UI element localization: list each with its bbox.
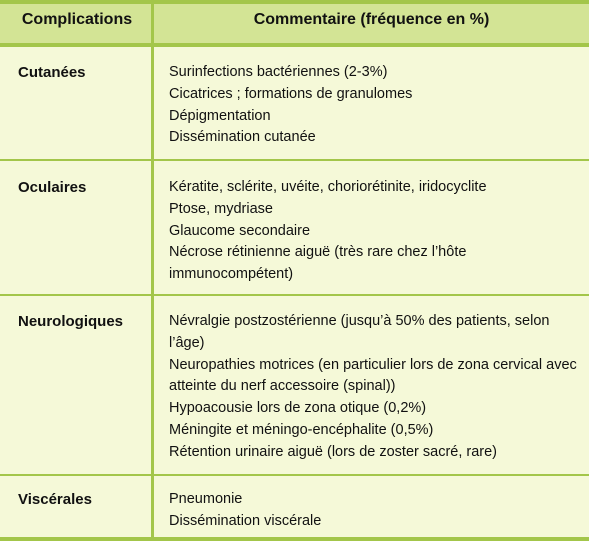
- list-item: Dépigmentation: [169, 107, 271, 124]
- list-item: Dissémination viscérale: [169, 512, 322, 529]
- category-oculaires: Oculaires: [18, 179, 87, 196]
- list-item: Nécrose rétinienne aiguë (très rare chez l’hôte immunocompétent): [169, 244, 467, 283]
- list-item: Rétention urinaire aiguë (lors de zoster sacré, rare): [169, 443, 498, 460]
- list-item: Cicatrices ; formations de granulomes: [169, 85, 413, 102]
- table-header: [0, 4, 589, 43]
- column-divider: [151, 4, 154, 537]
- list-item: Ptose, mydriase: [169, 200, 273, 217]
- row-divider: [0, 474, 589, 476]
- list-item: Méningite et méningo-encéphalite (0,5%): [169, 421, 434, 438]
- category-viscerales: Viscérales: [18, 491, 92, 508]
- list-item: Glaucome secondaire: [169, 222, 311, 239]
- list-item: Neuropathies motrices (en particulier lors de zona cervical avec atteinte du nerf accessoire (spinal)): [169, 356, 577, 395]
- list-item: Kératite, sclérite, uvéite, choriorétinite, iridocyclite: [169, 179, 487, 195]
- header-divider: [0, 43, 589, 47]
- items-cutanees: [169, 62, 584, 149]
- header-commentaire: Commentaire (fréquence en %): [253, 11, 490, 28]
- list-item: Dissémination cutanée: [169, 129, 316, 146]
- row-divider: [0, 294, 589, 296]
- list-item: Névralgie postzostérienne (jusqu’à 50% des patients, selon l’âge): [169, 313, 550, 351]
- list-item: Surinfections bactériennes (2-3%): [169, 64, 388, 80]
- items-viscerales: [169, 489, 584, 533]
- list-item: Pneumonie: [169, 491, 243, 507]
- items-oculaires: [169, 177, 584, 286]
- header-complications: Complications: [21, 11, 133, 28]
- row-divider: [0, 159, 589, 161]
- category-cutanees: Cutanées: [18, 64, 86, 81]
- list-item: Hypoacousie lors de zona otique (0,2%): [169, 400, 427, 417]
- items-neurologiques: [169, 311, 584, 464]
- category-neurologiques: Neurologiques: [18, 313, 124, 330]
